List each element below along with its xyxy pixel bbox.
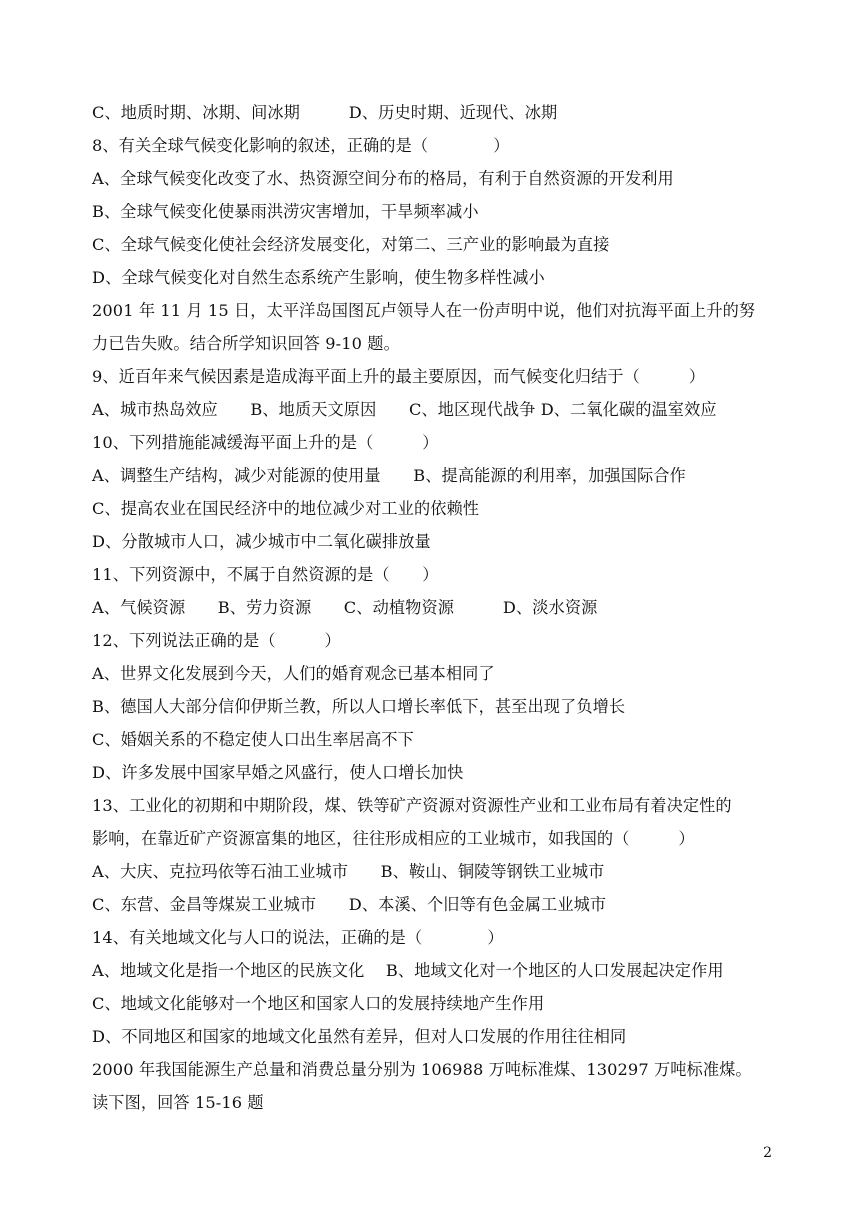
question-12: 12、下列说法正确的是（ ） [92, 631, 341, 650]
options-13c-13d: C、东营、金昌等煤炭工业城市 D、本溪、个旧等有色金属工业城市 [92, 895, 607, 914]
question-11: 11、下列资源中，不属于自然资源的是（ ） [92, 565, 439, 584]
option-12d: D、许多发展中国家早婚之风盛行，使人口增长加快 [92, 763, 464, 782]
question-14: 14、有关地域文化与人口的说法，正确的是（ ） [92, 928, 504, 947]
question-9: 9、近百年来气候因素是造成海平面上升的最主要原因，而气候变化归结于（ ） [92, 367, 706, 386]
material-9-10-line-1: 2001 年 11 月 15 日，太平洋岛国图瓦卢领导人在一份声明中说，他们对抗海平面上升的努 [92, 301, 756, 320]
option-8d: D、全球气候变化对自然生态系统产生影响，使生物多样性减小 [92, 268, 545, 287]
material-9-10-line-2: 力已告失败。结合所学知识回答 9-10 题。 [92, 334, 400, 353]
option-8b: B、全球气候变化使暴雨洪涝灾害增加，干旱频率减小 [92, 202, 479, 221]
option-12b: B、德国人大部分信仰伊斯兰教，所以人口增长率低下，甚至出现了负增长 [92, 697, 626, 716]
material-15-16-line-2: 读下图，回答 15-16 题 [92, 1093, 264, 1112]
question-13-line-2: 影响，在靠近矿产资源富集的地区，往往形成相应的工业城市，如我国的（ ） [92, 829, 695, 848]
option-8a: A、全球气候变化改变了水、热资源空间分布的格局，有利于自然资源的开发利用 [92, 169, 674, 188]
option-10c: C、提高农业在国民经济中的地位减少对工业的依赖性 [92, 499, 480, 518]
option-14c: C、地域文化能够对一个地区和国家人口的发展持续地产生作用 [92, 994, 545, 1013]
question-8: 8、有关全球气候变化影响的叙述，正确的是（ ） [92, 136, 510, 155]
options-11: A、气候资源 B、劳力资源 C、动植物资源 D、淡水资源 [92, 598, 598, 617]
options-13a-13b: A、大庆、克拉玛依等石油工业城市 B、鞍山、铜陵等钢铁工业城市 [92, 862, 605, 881]
option-7c-7d: C、地质时期、冰期、间冰期 D、历史时期、近现代、冰期 [92, 103, 558, 122]
option-10d: D、分散城市人口，减少城市中二氧化碳排放量 [92, 532, 431, 551]
options-10a-10b: A、调整生产结构，减少对能源的使用量 B、提高能源的利用率，加强国际合作 [92, 466, 686, 485]
option-14d: D、不同地区和国家的地域文化虽然有差异，但对人口发展的作用往往相同 [92, 1027, 627, 1046]
question-10: 10、下列措施能减缓海平面上升的是（ ） [92, 433, 439, 452]
option-12a: A、世界文化发展到今天，人们的婚育观念已基本相同了 [92, 664, 495, 683]
options-9: A、城市热岛效应 B、地质天文原因 C、地区现代战争 D、二氧化碳的温室效应 [92, 400, 717, 419]
option-12c: C、婚姻关系的不稳定使人口出生率居高不下 [92, 730, 414, 749]
page-number: 2 [763, 1145, 772, 1161]
option-8c: C、全球气候变化使社会经济发展变化，对第二、三产业的影响最为直接 [92, 235, 610, 254]
options-14a-14b: A、地域文化是指一个地区的民族文化 B、地域文化对一个地区的人口发展起决定作用 [92, 961, 724, 980]
question-13-line-1: 13、工业化的初期和中期阶段，煤、铁等矿产资源对资源性产业和工业布局有着决定性的 [92, 796, 732, 815]
material-15-16-line-1: 2000 年我国能源生产总量和消费总量分别为 106988 万吨标准煤、130297 万吨标准煤。 [92, 1060, 752, 1079]
